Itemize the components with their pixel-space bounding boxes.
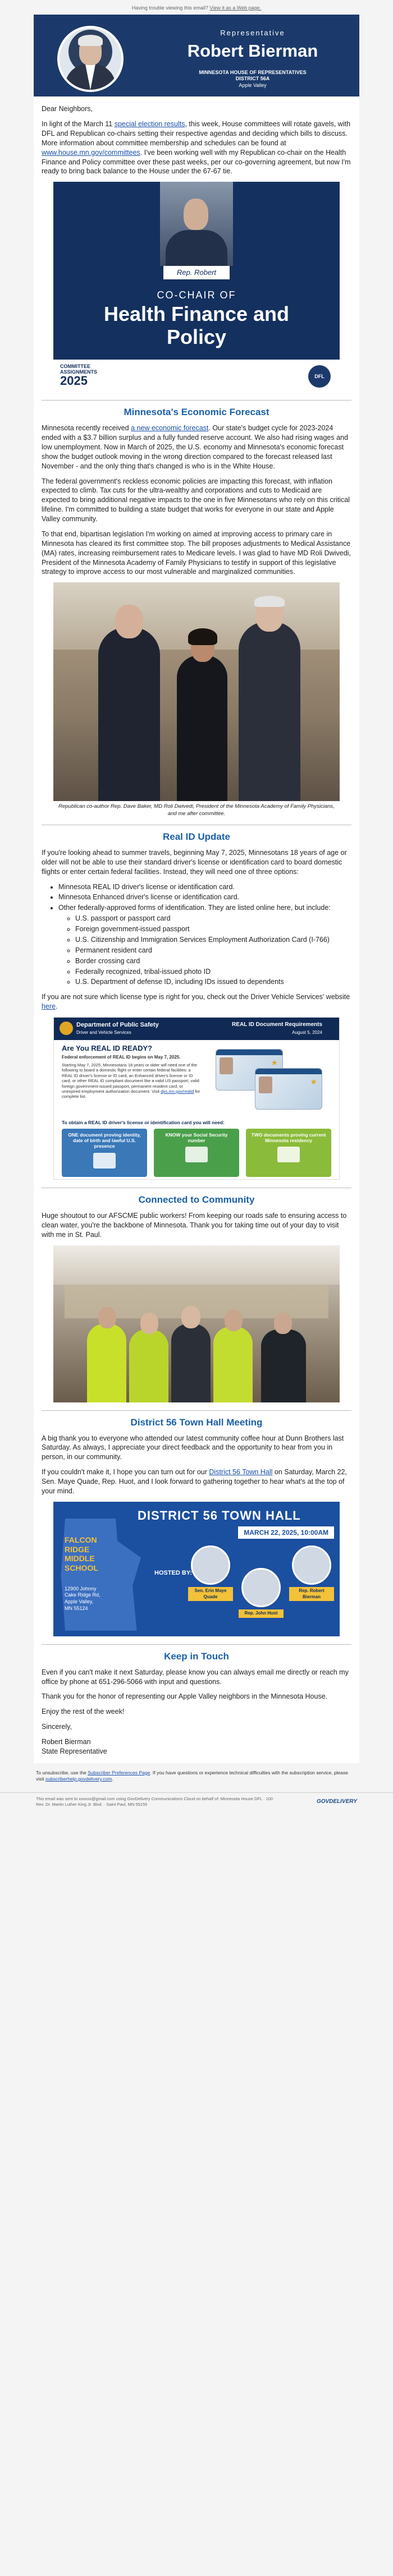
townhall-p1: A big thank you to everyone who attended our latest community coffee hour at Dunn Brothers last Saturday. As always, I appreciate your direct feedback and the opportunity to hear from you in person, in our community. — [42, 1434, 344, 1461]
banner-year: 2025 — [60, 373, 88, 388]
star-icon: ★ — [271, 1058, 278, 1068]
residency-tile: TWO documents proving current Minnesota residency — [246, 1129, 331, 1177]
unsubscribe-note: To unsubscribe, use the Subscriber Preferences Page. If you have questions or experience technical difficulties with the subscription service, please visit subscriberhelp.govdelivery.com. — [36, 1769, 348, 1782]
subscriber-preferences-link[interactable]: Subscriber Preferences Page — [88, 1769, 150, 1775]
list-item: ◦ U.S. passport or passport card — [75, 914, 351, 923]
cochair-graphic — [53, 182, 340, 392]
realid-sublist — [75, 914, 351, 987]
ssn-tile: KNOW your Social Security number — [154, 1129, 239, 1177]
signature: Robert Bierman State Representative — [42, 1738, 107, 1755]
special-election-link[interactable]: special election results — [114, 120, 185, 128]
venue-address: 12900 Johnny Cake Ridge Rd, Apple Valley, MN 55124 — [65, 1585, 100, 1611]
banner-assignments: COMMITTEE ASSIGNMENTS — [60, 364, 98, 375]
keep-p4: Sincerely, — [42, 1723, 72, 1731]
list-item: • Minnesota Enhanced driver's license or identification card. — [58, 893, 351, 902]
intro-paragraph: In light of the March 11 special election results, this week, House committees will rotate gavels, with DFL and Republican co-chairs setting their respective agendas and deciding which bills to discuss. More information about committee membership and schedules can be found at www.house.mn.gov/committees. I've been working well with my Republican co-chair on the Health Finance and Policy committee over these past weeks, per our co-governing agreement, but now I'm ready to bring back balance to the House under the 67-67 tie. — [42, 120, 351, 176]
list-item: • Minnesota REAL ID driver's license or identification card. — [58, 882, 351, 892]
committee-photo — [53, 582, 340, 801]
header-rep-name: Robert Bierman — [187, 40, 318, 61]
dps-seal-icon — [60, 1022, 73, 1035]
email-container — [34, 15, 359, 1763]
web-page-link[interactable]: View it as a Web page. — [209, 5, 262, 11]
townhall-link[interactable]: District 56 Town Hall — [209, 1468, 273, 1476]
committee-photo-caption: Republican co-author Rep. Dave Baker, MD Roli Dwivedi, President of the Minnesota Academy of Family Physicians, and me after committee. — [58, 803, 335, 817]
realid-p2: If you are not sure which license type is right for you, check out the Driver Vehicle Services' website here. — [42, 993, 350, 1011]
identity-tile: ONE document proving identity, date of birth and lawful U.S. presence — [62, 1129, 147, 1177]
realid-p1: If you're looking ahead to summer travels, beginning May 7, 2025, Minnesotans 18 years of age or older will not be able to use their standard driver's license or identification card to board domestic flights or enter certain federal facilities. Instead, they will need one of three options: — [42, 848, 347, 876]
host-maye-quade: Sen. Erin Maye Quade — [188, 1545, 233, 1602]
realid-heading: Real ID Update — [42, 825, 351, 844]
header-title — [157, 28, 348, 62]
banner-cochair: CO-CHAIR OF — [157, 289, 236, 301]
forecast-p3: To that end, bipartisan legislation I'm working on aimed at improving access to primary care in Minnesota has cleared its first committee stop. The bill proposes adjustments to Medical Assistance (MA) rates, increasing reimbursement rates to Medicare levels. I was glad to have MD Roli Dwivedi, President of the Minnesota Academy of Family Physicians to testify in support of this legislative strategy to improve access to our most vulnerable and marginalized communities. — [42, 530, 351, 576]
ssn-card-icon — [185, 1147, 208, 1162]
id-card-samples — [216, 1049, 328, 1111]
list-item: ◦ Foreign government-issued passport — [75, 924, 351, 934]
dvs-link[interactable]: here — [42, 1002, 56, 1011]
list-item: ◦ U.S. Department of defense ID, including IDs issued to dependents — [75, 977, 351, 987]
banner-committee: Health Finance and Policy — [103, 302, 290, 348]
header-rep-label: Representative — [220, 29, 285, 38]
committees-link[interactable]: www.house.mn.gov/committees — [42, 148, 140, 157]
govdelivery-logo: GOVDELIVERY — [316, 1798, 357, 1805]
keep-in-touch-heading: Keep in Touch — [42, 1644, 351, 1663]
dfl-logo-icon: DFL — [308, 365, 331, 388]
greeting: Dear Neighbors, — [42, 105, 93, 113]
realid-site-link[interactable]: dps.mn.gov/realid — [161, 1088, 194, 1094]
forecast-p2: The federal government's reckless economic policies are impacting this forecast, with inflation expected to climb. Tax cuts for the ultra-wealthy and corporations and cuts to Medicaid are expected to bring additional negative impacts to the one in five Minnesotans who rely on this critical lifeline. I'm committed to building a state budget that works for everyone in our state and Apple Valley community. — [42, 477, 350, 523]
townhall-p2: If you couldn't make it, I hope you can turn out for our District 56 Town Hall on Saturday, March 22, Sen. Maye Quade, Rep. Huot, and I look forward to gathering together to hear what's at the top of your mind. — [42, 1468, 347, 1495]
list-item: • Other federally-approved forms of identification. They are listed online here, but include: ◦ U.S. passport or passport card ◦ Foreign government-issued passport ◦ U.S. Citizenship and Immigration Services Employment Authorization Card (I-766) ◦ Permanent resident card ◦ Border crossing card ◦ Federally recognized, tribal-issued photo ID ◦ U.S. Department of defense ID, including IDs issued to dependents — [58, 903, 351, 987]
forecast-heading: Minnesota's Economic Forecast — [42, 400, 351, 419]
host-bierman: Rep. Robert Bierman — [289, 1545, 334, 1602]
banner-rep-tag: Rep. Robert Bierman — [163, 266, 230, 279]
header-banner — [34, 18, 359, 96]
residency-docs-icon — [277, 1147, 300, 1162]
realid-options-list — [58, 882, 351, 987]
keep-p1: Even if you can't make it next Saturday, please know you can always email me directly or reach my office by phone at 651-296-5066 with input and questions. — [42, 1668, 349, 1686]
forecast-p1: Minnesota recently received a new economic forecast. Our state's budget cycle for 2023-2024 ended with a $3.7 billion surplus and a fully funded reserve account. We also had rising wages and low unemployment. Now in March of 2025, the U.S. economy and Minnesota's economic forecast show the budget outlook moving in the wrong direction compared to the forecast released last November - and the only thing that's changed is who is in the White House. — [42, 424, 348, 470]
keep-p3: Enjoy the rest of the week! — [42, 1708, 125, 1716]
afscme-photo — [53, 1245, 340, 1402]
forecast-link[interactable]: a new economic forecast — [131, 424, 209, 433]
rep-portrait — [57, 26, 124, 92]
host-huot: Rep. John Huot — [239, 1568, 284, 1618]
keep-p2: Thank you for the honor of representing our Apple Valley neighbors in the Minnesota House. — [42, 1692, 328, 1701]
community-p1: Huge shoutout to our AFSCME public workers! From keeping our roads safe to ensuring access to clean water, you're the backbone of Minnesota. Thank you for taking time out of your day to visit with me in St. Paul. — [42, 1211, 347, 1239]
header-district: MINNESOTA HOUSE OF REPRESENTATIVES DISTRICT 56A Apple Valley — [199, 70, 307, 88]
view-online-bar: Having trouble viewing this email? View it as a Web page. — [131, 5, 262, 11]
townhall-graphic: DISTRICT 56 TOWN HALL MARCH 22, 2025, 10:00AM FALCON RIDGE MIDDLE SCHOOL 12900 Johnny Cake Ridge Rd, Apple Valley, MN 55124 HOSTED BY: Sen. Erin Maye Quade Rep. John Huot Rep. Robert Bierman — [53, 1502, 340, 1636]
townhall-heading: District 56 Town Hall Meeting — [42, 1410, 351, 1429]
list-item: ◦ U.S. Citizenship and Immigration Services Employment Authorization Card (I-766) — [75, 935, 351, 945]
document-icon — [93, 1153, 116, 1169]
subscriber-help-link[interactable]: subscriberhelp.govdelivery.com — [45, 1775, 112, 1782]
footer-text: This email was sent to xxxxxx@gmail.com using GovDelivery Communications Cloud on behalf of: Minnesota House DFL · 100 Rev. Dr. Martin Luther King Jr. Blvd. · Saint Paul, MN 55155 — [36, 1796, 273, 1807]
realid-graphic: Department of Public Safety Driver and Vehicle Services REAL ID Document Requirements August 5, 2024 Are You REAL ID READY? Federal enforcement of REAL ID begins on May 7, 2025. Starting May 7, 2025, Minnesotans 18 years or older will need one of the following to board a domestic flight or enter certain federal facilities: a REAL ID driver's license or ID card, an Enhanced driver's license or ID card, or other REAL ID compliant document like a valid US passport, valid foreign government-issued passport, permanent resident card, or unexpired employment authorization document. Visit dps.mn.gov/realid for complete list. ★ ★ To obtain a REAL ID driver's license or identification card you will need: ONE document proving identity, date of birth and lawful U.S. presence KNOW your Social Security number TWO documents proving current Minnesota residency — [53, 1017, 340, 1180]
list-item: ◦ Border crossing card — [75, 956, 351, 966]
venue-name: FALCON RIDGE MIDDLE SCHOOL — [65, 1535, 98, 1573]
list-item: ◦ Federally recognized, tribal-issued photo ID — [75, 967, 351, 977]
star-icon: ★ — [310, 1077, 317, 1087]
footer — [0, 1792, 393, 1813]
community-heading: Connected to Community — [42, 1188, 351, 1207]
list-item: ◦ Permanent resident card — [75, 946, 351, 955]
